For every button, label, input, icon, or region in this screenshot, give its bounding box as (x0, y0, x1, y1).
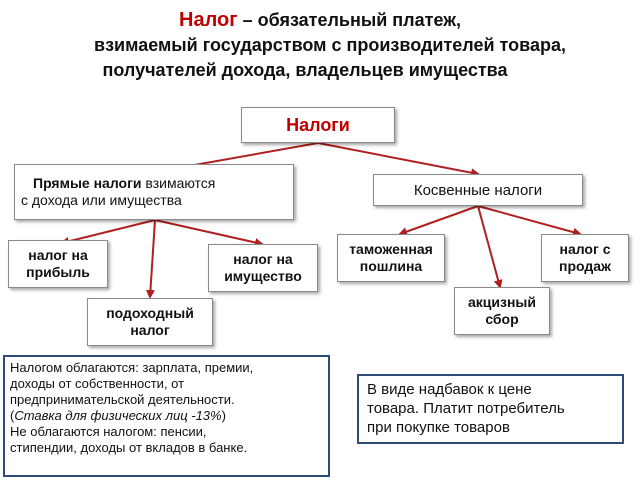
node-direct-taxes-text (21, 175, 215, 209)
note-left-rate: Ставка для физических лиц -13% (14, 408, 222, 423)
note-left-line5: Не облагаются налогом: пенсии, (10, 424, 207, 439)
node-property-tax-line1: налог на (233, 251, 293, 267)
node-excise-fee (454, 287, 550, 335)
node-sales-tax-line1: налог с (559, 241, 611, 257)
arrow-indirect-to-excise (478, 206, 500, 287)
node-customs-duty (337, 234, 445, 282)
node-excise-fee-line2: сбор (485, 311, 519, 327)
note-left-line4 (10, 408, 323, 424)
node-profit-tax (8, 240, 108, 288)
node-sales-tax-line2: продаж (559, 258, 611, 274)
definition-line-2: взимаемый государством с производителей товара, (94, 35, 566, 55)
node-property-tax-line2: имущество (224, 268, 302, 284)
note-right-line3: при покупке товаров (367, 419, 510, 436)
node-taxes-root-label: Налоги (286, 114, 350, 135)
node-indirect-taxes-label: Косвенные налоги (413, 181, 543, 199)
arrow-indirect-to-sales (478, 206, 580, 234)
arrow-root-to-indirect (318, 143, 478, 174)
note-left-line1: Налогом облагаются: зарплата, премии, (10, 360, 254, 375)
node-property-tax (208, 244, 318, 292)
node-direct-taxes-rest: взимаются (141, 175, 216, 191)
node-income-tax-line2: налог (130, 322, 170, 338)
node-direct-taxes (14, 164, 294, 220)
node-profit-tax-line1: налог на (28, 247, 88, 263)
note-left-paren-open: ( (10, 408, 15, 423)
note-right-line1: В виде надбавок к цене (367, 381, 532, 398)
node-customs-duty-line2: пошлина (359, 258, 423, 274)
definition-line-1-rest: – обязательный платеж, (237, 10, 461, 30)
node-direct-taxes-line2: с дохода или имущества (21, 192, 182, 208)
arrow-indirect-to-customs (400, 206, 478, 234)
note-left-line2: доходы от собственности, от (10, 376, 185, 391)
node-taxes-root (241, 107, 395, 143)
node-indirect-taxes (373, 174, 583, 206)
node-sales-tax (541, 234, 629, 282)
node-profit-tax-line2: прибыль (26, 264, 90, 280)
note-indirect-taxes (357, 374, 624, 444)
node-excise-fee-line1: акцизный (468, 294, 536, 310)
note-right-line2: товара. Платит потребитель (367, 400, 565, 417)
term-tax: Налог (179, 9, 238, 31)
node-income-tax (87, 298, 213, 346)
note-left-paren-close: ) (221, 408, 226, 423)
note-left-line3: предпринимательской деятельности. (10, 392, 235, 407)
node-customs-duty-line1: таможенная (349, 241, 433, 257)
node-income-tax-line1: подоходный (106, 305, 194, 321)
arrow-direct-to-property (155, 220, 262, 244)
node-direct-taxes-title: Прямые налоги (33, 175, 142, 191)
definition-line-3: получателей дохода, владельцев имущества (102, 60, 508, 80)
note-direct-taxes (3, 355, 330, 477)
arrow-direct-to-income (150, 220, 155, 297)
note-left-line6: стипендии, доходы от вкладов в банке. (10, 440, 248, 455)
